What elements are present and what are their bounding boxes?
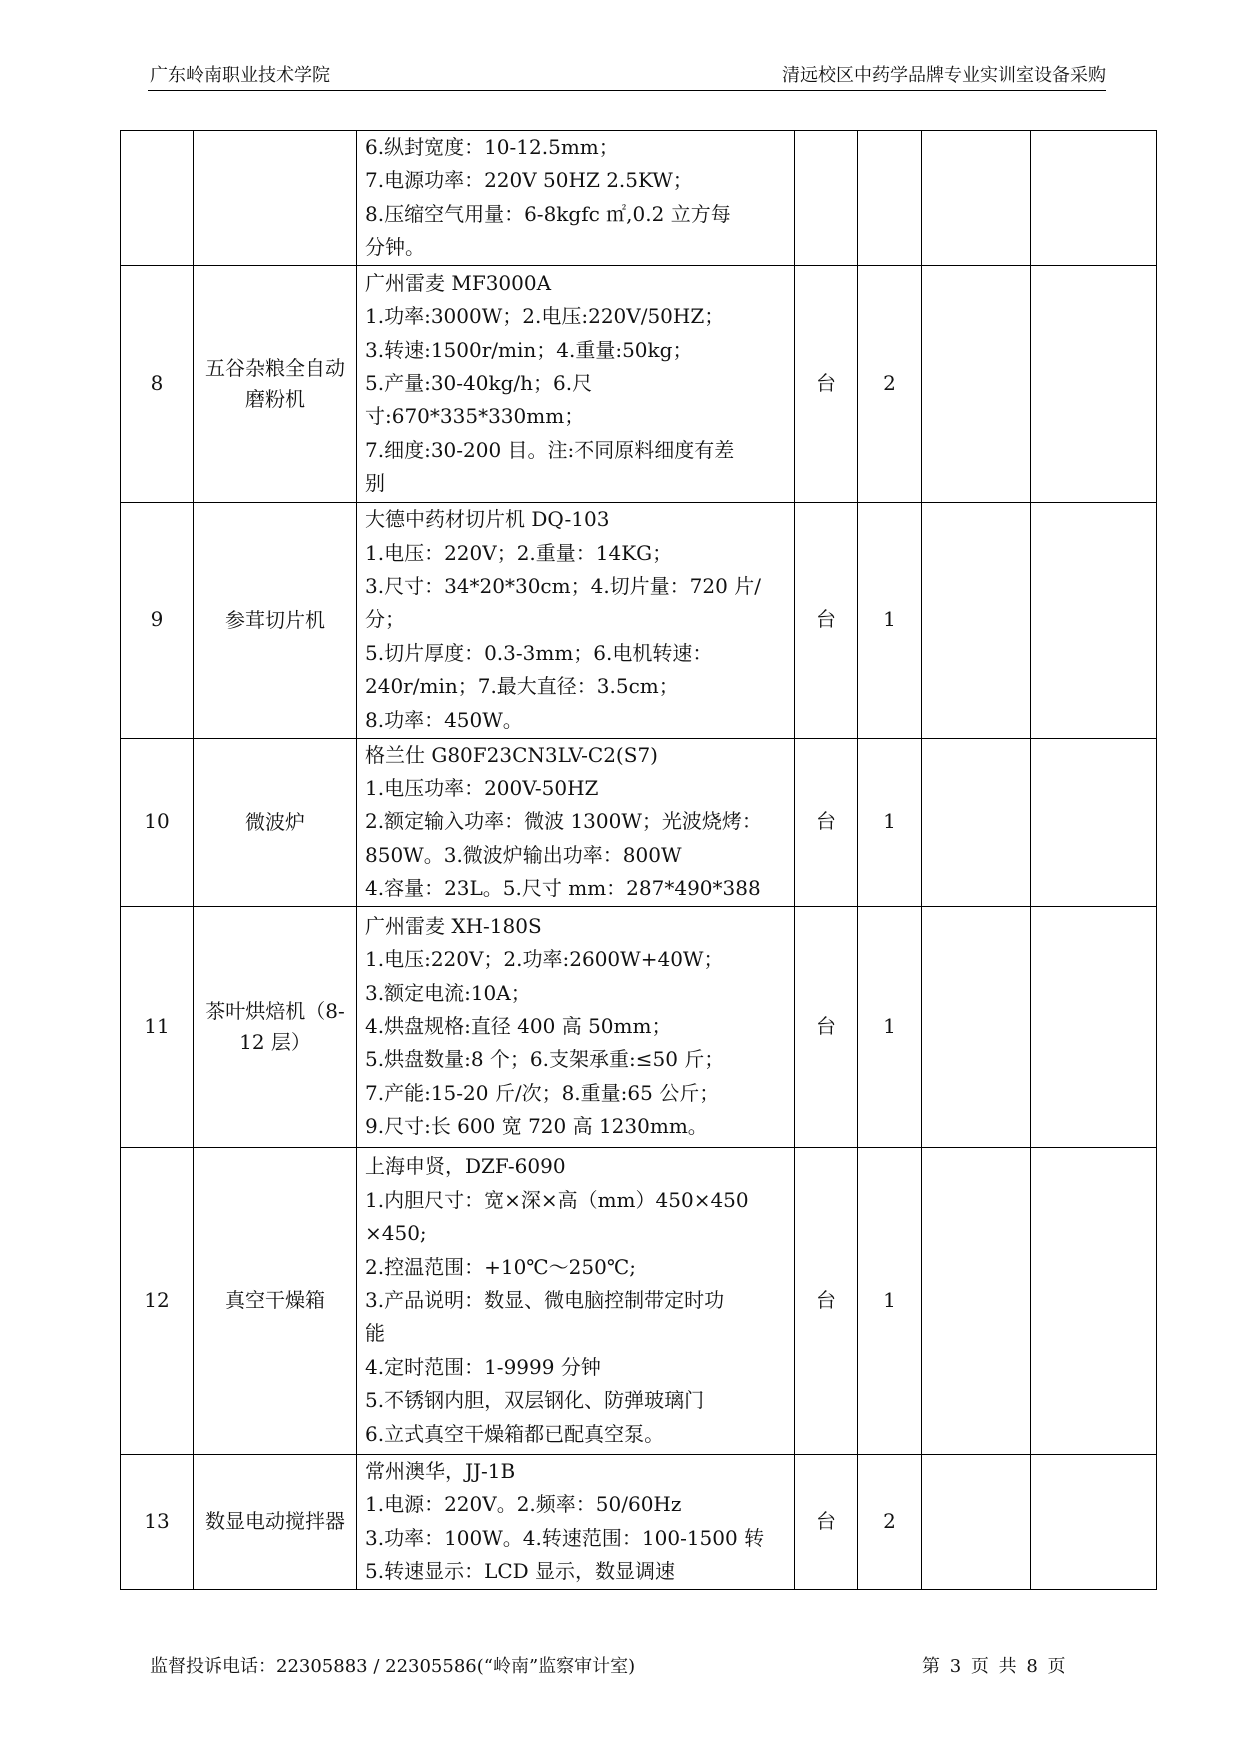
item-name: 真空干燥箱 <box>194 1147 357 1454</box>
item-specification <box>357 265 795 502</box>
spec-line: 1.电压：220V；2.重量：14KG； <box>365 540 673 565</box>
item-name <box>194 131 357 266</box>
unit-price-cell <box>922 906 1031 1147</box>
spec-line: 8.压缩空气用量：6-8kgfc ㎡,0.2 立方每 <box>365 201 731 226</box>
unit-price-cell <box>922 131 1031 266</box>
item-unit: 台 <box>795 502 858 738</box>
spec-line: 广州雷麦 MF3000A <box>365 270 552 295</box>
header-school-name: 广东岭南职业技术学院 <box>150 65 330 86</box>
spec-line: 上海申贤，DZF-6090 <box>365 1154 566 1179</box>
table-row <box>121 131 1157 266</box>
footer-complaint-phone: 监督投诉电话：22305883 / 22305586(“岭南”监察审计室) <box>150 1656 636 1677</box>
table-row <box>121 1454 1157 1589</box>
item-name: 数显电动搅拌器 <box>194 1454 357 1589</box>
unit-price-cell <box>922 502 1031 738</box>
total-price-cell <box>1031 131 1157 266</box>
unit-price-cell <box>922 1454 1031 1589</box>
spec-line: 4.定时范围：1-9999 分钟 <box>365 1354 601 1379</box>
footer-page-number: 第 3 页 共 8 页 <box>922 1656 1066 1677</box>
total-price-cell <box>1031 1454 1157 1589</box>
item-number: 12 <box>121 1147 194 1454</box>
item-name: 茶叶烘焙机（8-12 层） <box>194 906 357 1147</box>
spec-line: 5.烘盘数量:8 个；6.支架承重:≤50 斤； <box>365 1047 725 1072</box>
total-price-cell <box>1031 1147 1157 1454</box>
unit-price-cell <box>922 1147 1031 1454</box>
table-row <box>121 1147 1157 1454</box>
item-quantity: 1 <box>858 502 922 738</box>
spec-line: 4.容量：23L。5.尺寸 mm：287*490*388 <box>365 876 761 901</box>
spec-line: 5.产量:30-40kg/h；6.尺 <box>365 370 593 395</box>
spec-line: 9.尺寸:长 600 宽 720 高 1230mm。 <box>365 1114 708 1139</box>
spec-line: 6.立式真空干燥箱都已配真空泵。 <box>365 1421 665 1446</box>
table-row <box>121 502 1157 738</box>
spec-line: 能 <box>365 1321 385 1346</box>
spec-line: 5.切片厚度：0.3-3mm；6.电机转速： <box>365 640 713 665</box>
spec-line: 3.尺寸：34*20*30cm；4.切片量：720 片/ <box>365 574 761 599</box>
spec-line: 常州澳华，JJ-1B <box>365 1458 516 1483</box>
spec-line: 7.细度:30-200 目。注:不同原料细度有差 <box>365 437 735 462</box>
total-price-cell <box>1031 502 1157 738</box>
item-unit: 台 <box>795 906 858 1147</box>
item-specification <box>357 131 795 266</box>
item-unit: 台 <box>795 738 858 906</box>
spec-line: 1.电压:220V；2.功率:2600W+40W； <box>365 947 724 972</box>
spec-line: 2.控温范围：+10℃～250℃; <box>365 1254 636 1279</box>
item-specification <box>357 906 795 1147</box>
table-row <box>121 265 1157 502</box>
item-specification <box>357 502 795 738</box>
total-price-cell <box>1031 906 1157 1147</box>
spec-line: 7.产能:15-20 斤/次；8.重量:65 公斤； <box>365 1080 720 1105</box>
item-quantity: 2 <box>858 1454 922 1589</box>
spec-line: 分； <box>365 607 405 632</box>
item-name: 五谷杂粮全自动磨粉机 <box>194 265 357 502</box>
spec-line: 5.不锈钢内胆，双层钢化、防弹玻璃门 <box>365 1388 705 1413</box>
spec-line: 1.内胆尺寸：宽×深×高（mm）450×450 <box>365 1187 749 1212</box>
spec-line: 1.电源：220V。2.频率：50/60Hz <box>365 1492 682 1517</box>
spec-line: 3.额定电流:10A； <box>365 980 531 1005</box>
item-quantity <box>858 131 922 266</box>
spec-line: 3.转速:1500r/min；4.重量:50kg； <box>365 337 693 362</box>
spec-line: 6.纵封宽度：10-12.5mm； <box>365 135 619 159</box>
item-unit: 台 <box>795 265 858 502</box>
spec-line: 5.转速显示：LCD 显示，数显调速 <box>365 1559 676 1584</box>
spec-line: 240r/min；7.最大直径：3.5cm； <box>365 674 679 699</box>
item-specification <box>357 738 795 906</box>
item-quantity: 2 <box>858 265 922 502</box>
spec-line: 4.烘盘规格:直径 400 高 50mm； <box>365 1013 672 1038</box>
header-rule <box>148 90 1106 91</box>
total-price-cell <box>1031 738 1157 906</box>
spec-line: ×450; <box>365 1221 427 1246</box>
total-price-cell <box>1031 265 1157 502</box>
unit-price-cell <box>922 265 1031 502</box>
item-number: 11 <box>121 906 194 1147</box>
spec-line: 3.产品说明：数显、微电脑控制带定时功 <box>365 1287 725 1312</box>
item-number: 8 <box>121 265 194 502</box>
item-number: 10 <box>121 738 194 906</box>
item-unit: 台 <box>795 1454 858 1589</box>
item-number: 9 <box>121 502 194 738</box>
table-row <box>121 906 1157 1147</box>
header-project-title: 清远校区中药学品牌专业实训室设备采购 <box>782 65 1106 86</box>
spec-line: 别 <box>365 471 385 496</box>
item-number <box>121 131 194 266</box>
item-name: 微波炉 <box>194 738 357 906</box>
spec-line: 7.电源功率：220V 50HZ 2.5KW； <box>365 168 693 193</box>
spec-line: 寸:670*335*330mm； <box>365 404 585 429</box>
equipment-spec-table <box>120 130 1157 1590</box>
item-quantity: 1 <box>858 1147 922 1454</box>
spec-line: 850W。3.微波炉输出功率：800W <box>365 842 682 867</box>
item-unit: 台 <box>795 1147 858 1454</box>
spec-line: 1.电压功率：200V-50HZ <box>365 776 599 801</box>
spec-line: 格兰仕 G80F23CN3LV-C2(S7) <box>365 742 658 767</box>
spec-line: 1.功率:3000W；2.电压:220V/50HZ； <box>365 304 725 329</box>
spec-line: 2.额定输入功率：微波 1300W；光波烧烤： <box>365 809 762 834</box>
spec-line: 3.功率：100W。4.转速范围：100-1500 转 <box>365 1525 765 1550</box>
table-row <box>121 738 1157 906</box>
item-quantity: 1 <box>858 738 922 906</box>
item-name: 参茸切片机 <box>194 502 357 738</box>
spec-line: 大德中药材切片机 DQ-103 <box>365 507 610 532</box>
spec-line: 广州雷麦 XH-180S <box>365 913 542 938</box>
item-number: 13 <box>121 1454 194 1589</box>
item-unit <box>795 131 858 266</box>
item-quantity: 1 <box>858 906 922 1147</box>
unit-price-cell <box>922 738 1031 906</box>
spec-line: 分钟。 <box>365 235 425 260</box>
spec-line: 8.功率：450W。 <box>365 707 523 732</box>
item-specification <box>357 1147 795 1454</box>
item-specification <box>357 1454 795 1589</box>
